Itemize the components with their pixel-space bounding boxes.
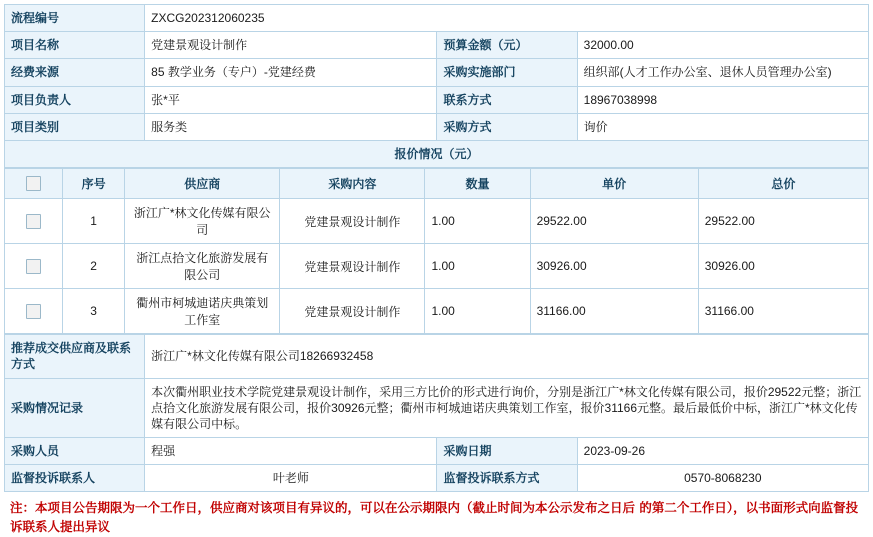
table-row (5, 244, 869, 289)
field-label-purchase-date: 采购日期 (437, 438, 577, 465)
table-row (5, 199, 869, 244)
cell-unit-price: 31166.00 (530, 289, 698, 334)
field-label-contact: 联系方式 (437, 86, 577, 113)
field-label-owner: 项目负责人 (5, 86, 145, 113)
cell-unit-price: 29522.00 (530, 199, 698, 244)
table-row (5, 113, 869, 140)
cell-unit-price: 30926.00 (530, 244, 698, 289)
cell-content: 党建景观设计制作 (280, 199, 425, 244)
col-total-price: 总价 (698, 169, 868, 199)
field-value-category: 服务类 (145, 113, 437, 140)
table-row (5, 289, 869, 334)
field-label-supervisor-phone: 监督投诉联系方式 (437, 465, 577, 492)
table-row (5, 465, 869, 492)
cell-supplier: 浙江广*林文化传媒有限公司 (125, 199, 280, 244)
cell-total-price: 30926.00 (698, 244, 868, 289)
cell-quantity: 1.00 (425, 289, 530, 334)
col-index: 序号 (63, 169, 125, 199)
cell-index: 1 (63, 199, 125, 244)
row-checkbox[interactable] (26, 214, 41, 229)
field-value-process-no: ZXCG202312060235 (145, 5, 869, 32)
field-label-purchase-record: 采购情况记录 (5, 378, 145, 438)
table-row (5, 86, 869, 113)
row-checkbox[interactable] (26, 304, 41, 319)
row-select-cell (5, 244, 63, 289)
field-value-budget: 32000.00 (577, 32, 868, 59)
cell-index: 2 (63, 244, 125, 289)
footer-note: 注：本项目公告期限为一个工作日，供应商对该项目有异议的，可以在公示期限内（截止时间为本公示发布之日后 的第二个工作日），以书面形式向监督投诉联系人提出异议 (10, 500, 859, 535)
cell-quantity: 1.00 (425, 199, 530, 244)
field-value-purchase-record: 本次衢州职业技术学院党建景观设计制作，采用三方比价的形式进行询价，分别是浙江广*林文化传媒有限公司，报价29522元整；浙江点拾文化旅游发展有限公司，报价30926元整；衢州市柯城迪诺庆典策划工作室，报价31166元整。最后最低价中标，浙江广*林文化传媒有限公司中标。 (145, 378, 869, 438)
project-info-table (4, 4, 869, 168)
cell-content: 党建景观设计制作 (280, 244, 425, 289)
cell-total-price: 29522.00 (698, 199, 868, 244)
field-label-supervisor: 监督投诉联系人 (5, 465, 145, 492)
field-value-owner: 张*平 (145, 86, 437, 113)
cell-quantity: 1.00 (425, 244, 530, 289)
field-label-buyer: 采购人员 (5, 438, 145, 465)
quotes-table (4, 168, 869, 334)
field-label-project-name: 项目名称 (5, 32, 145, 59)
field-value-contact: 18967038998 (577, 86, 868, 113)
cell-supplier: 浙江点拾文化旅游发展有限公司 (125, 244, 280, 289)
col-supplier: 供应商 (125, 169, 280, 199)
col-content: 采购内容 (280, 169, 425, 199)
cell-index: 3 (63, 289, 125, 334)
field-label-category: 项目类别 (5, 113, 145, 140)
field-value-project-name: 党建景观设计制作 (145, 32, 437, 59)
field-value-fund-source: 85 教学业务（专户）-党建经费 (145, 59, 437, 86)
result-info-table (4, 334, 869, 492)
table-row (5, 32, 869, 59)
cell-supplier: 衢州市柯城迪诺庆典策划工作室 (125, 289, 280, 334)
table-row (5, 59, 869, 86)
col-unit-price: 单价 (530, 169, 698, 199)
select-all-checkbox[interactable] (26, 176, 41, 191)
col-quantity: 数量 (425, 169, 530, 199)
row-select-cell (5, 289, 63, 334)
field-label-budget: 预算金额（元） (437, 32, 577, 59)
table-row (5, 378, 869, 438)
field-label-fund-source: 经费来源 (5, 59, 145, 86)
row-checkbox[interactable] (26, 259, 41, 274)
field-value-purchase-date: 2023-09-26 (577, 438, 868, 465)
field-value-supervisor: 叶老师 (145, 465, 437, 492)
col-select (5, 169, 63, 199)
field-value-buyer: 程强 (145, 438, 437, 465)
cell-total-price: 31166.00 (698, 289, 868, 334)
field-label-department: 采购实施部门 (437, 59, 577, 86)
row-select-cell (5, 199, 63, 244)
section-title-quotes: 报价情况（元） (5, 140, 869, 167)
field-value-supervisor-phone: 0570-8068230 (577, 465, 868, 492)
field-value-recommended-supplier: 浙江广*林文化传媒有限公司18266932458 (145, 335, 869, 378)
field-label-process-no: 流程编号 (5, 5, 145, 32)
quotes-header-row (5, 169, 869, 199)
field-value-department: 组织部(人才工作办公室、退休人员管理办公室) (577, 59, 868, 86)
field-label-recommended-supplier: 推荐成交供应商及联系方式 (5, 335, 145, 378)
table-row (5, 335, 869, 378)
field-label-method: 采购方式 (437, 113, 577, 140)
table-row (5, 140, 869, 167)
table-row (5, 5, 869, 32)
field-value-method: 询价 (577, 113, 868, 140)
cell-content: 党建景观设计制作 (280, 289, 425, 334)
table-row (5, 438, 869, 465)
